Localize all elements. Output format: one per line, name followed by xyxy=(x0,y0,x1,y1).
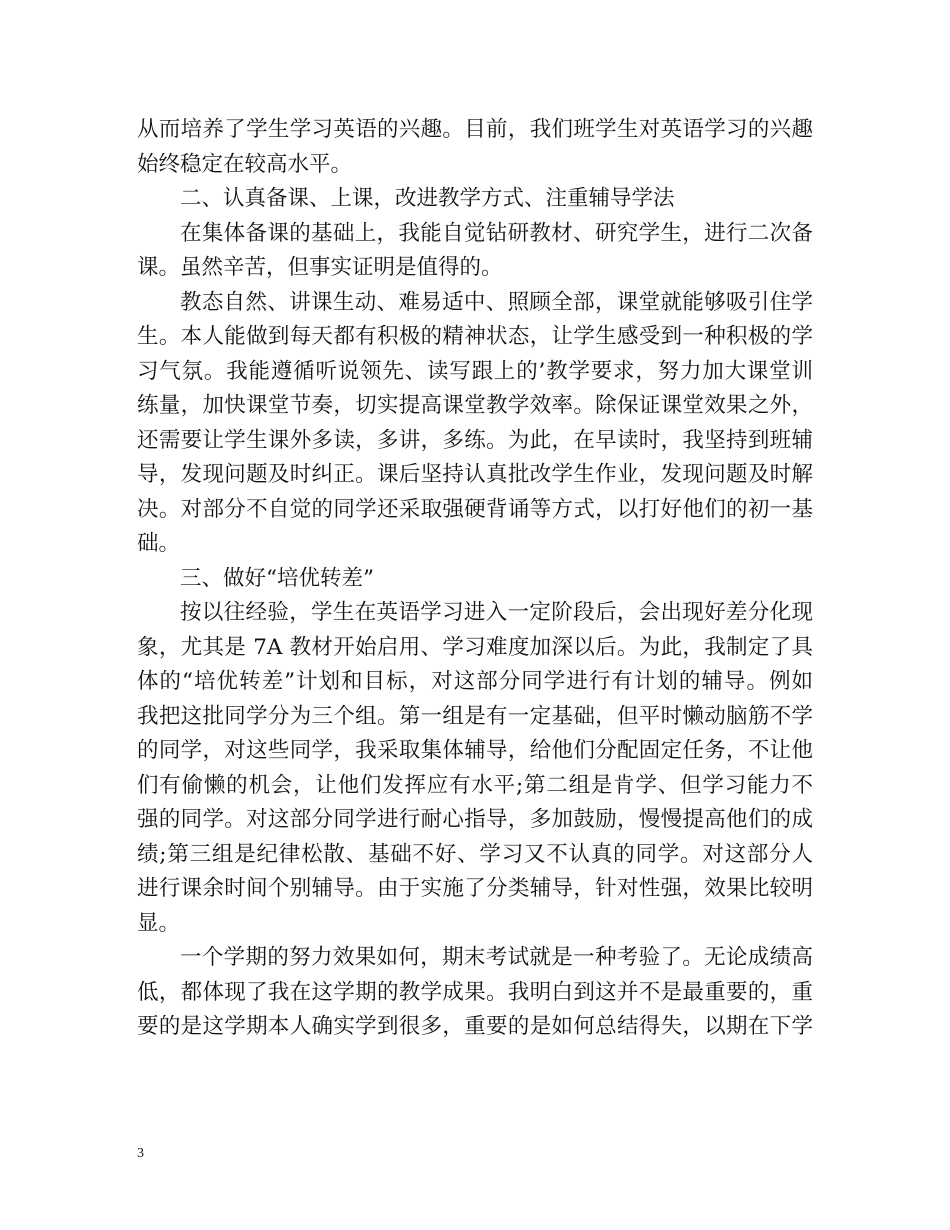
text-line: 一个学期的努力效果如何，期末考试就是一种考验了。无论成绩高 xyxy=(180,945,813,970)
text-line: 二、认真备课、上课，改进教学方式、注重辅导学法 xyxy=(180,186,675,211)
text-line: 体的“培优转差”计划和目标，对这部分同学进行有计划的辅导。例如 xyxy=(137,669,813,694)
text-line: 始终稳定在较高水平。 xyxy=(137,151,353,177)
text-line: 生。本人能做到每天都有积极的精神状态，让学生感受到一种积极的学 xyxy=(137,324,813,349)
text-line: 按以往经验，学生在英语学习进入一定阶段后，会出现好差分化现 xyxy=(180,600,813,625)
text-line: 们有偷懒的机会，让他们发挥应有水平;第二组是肯学、但学习能力不 xyxy=(137,772,813,798)
text-line: 课。虽然辛苦，但事实证明是值得的。 xyxy=(137,255,503,280)
text-line: 教态自然、讲课生动、难易适中、照顾全部，课堂就能够吸引住学 xyxy=(180,289,813,315)
text-line: 习气氛。我能遵循听说领先、读写跟上的’教学要求，努力加大课堂训 xyxy=(137,358,813,384)
text-line: 决。对部分不自觉的同学还采取强硬背诵等方式，以打好他们的初一基 xyxy=(137,496,813,522)
text-line: 进行课余时间个别辅导。由于实施了分类辅导，针对性强，效果比较明 xyxy=(137,876,813,901)
text-line: 的同学，对这些同学，我采取集体辅导，给他们分配固定任务，不让他 xyxy=(137,738,813,763)
text-line: 我把这批同学分为三个组。第一组是有一定基础，但平时懒动脑筋不学 xyxy=(137,703,813,729)
text-line: 强的同学。对这部分同学进行耐心指导，多加鼓励，慢慢提高他们的成 xyxy=(137,807,813,832)
text-line: 低，都体现了我在这学期的教学成果。我明白到这并不是最重要的，重 xyxy=(137,979,813,1005)
text-line: 础。 xyxy=(137,531,181,556)
page-number: 3 xyxy=(137,1146,144,1161)
text-line: 三、做好“培优转差” xyxy=(180,565,374,591)
text-line: 显。 xyxy=(137,910,181,936)
text-line: 在集体备课的基础上，我能自觉钻研教材、研究学生，进行二次备 xyxy=(180,220,813,246)
text-line: 要的是这学期本人确实学到很多，重要的是如何总结得失，以期在下学 xyxy=(137,1014,813,1039)
text-line: 还需要让学生课外多读，多讲，多练。为此，在早读时，我坚持到班辅 xyxy=(137,427,813,453)
text-line: 绩;第三组是纪律松散、基础不好、学习又不认真的同学。对这部分人 xyxy=(137,841,813,867)
text-line: 练量，加快课堂节奏，切实提高课堂教学效率。除保证课堂效果之外， xyxy=(137,393,813,418)
document-body xyxy=(137,113,813,1045)
text-line: 象，尤其是 7A 教材开始启用、学习难度加深以后。为此，我制定了具 xyxy=(137,634,813,660)
text-line: 从而培养了学生学习英语的兴趣。目前，我们班学生对英语学习的兴趣 xyxy=(137,117,813,142)
text-line: 导，发现问题及时纠正。课后坚持认真批改学生作业，发现问题及时解 xyxy=(137,462,813,487)
